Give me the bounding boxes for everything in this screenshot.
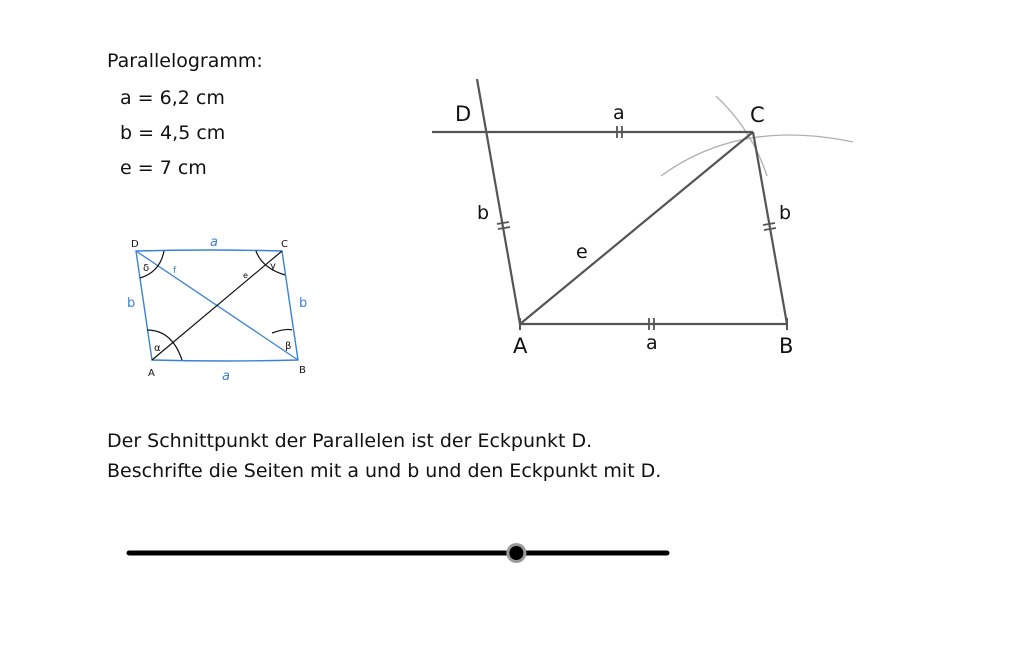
side-label-a-top: a	[613, 102, 625, 124]
construction-figure	[432, 79, 853, 358]
given-side-a: a = 6,2 cm	[120, 87, 225, 109]
sketch-vertex-c: C	[281, 239, 288, 250]
side-label-b-right: b	[779, 202, 792, 224]
step-slider[interactable]	[129, 543, 667, 563]
sketch-vertex-d: D	[131, 239, 139, 250]
sketch-angle-beta-arc	[272, 329, 292, 333]
side-bc	[753, 132, 787, 324]
sketch-diagonal-e	[152, 251, 282, 360]
mark-b-left-2	[498, 227, 510, 229]
instruction-line-1: Der Schnittpunkt der Parallelen ist der Eckpunkt D.	[107, 430, 593, 452]
slider-handle[interactable]	[509, 546, 523, 560]
sketch-angle-beta: β	[285, 341, 292, 352]
sketch-angle-alpha-arc	[147, 330, 182, 360]
sketch-side-a-bottom: a	[222, 369, 230, 384]
vertex-label-c: C	[750, 103, 765, 127]
sketch-vertex-b: B	[299, 365, 306, 376]
given-diagonal-e: e = 7 cm	[120, 157, 207, 179]
sketch-side-a-top: a	[210, 235, 218, 250]
sketch-diag-e-label: e	[243, 271, 248, 280]
sketch-vertex-a: A	[148, 368, 155, 379]
sketch-side-b-left: b	[127, 296, 136, 311]
page-title: Parallelogramm:	[107, 50, 263, 72]
vertex-label-d: D	[455, 102, 472, 126]
mark-b-left-1	[497, 222, 509, 224]
sketch-side-b-right: b	[299, 296, 308, 311]
sketch-angle-alpha: α	[154, 343, 161, 354]
side-label-a-bottom: a	[646, 332, 658, 354]
instruction-line-2: Beschrifte die Seiten mit a und b und den Eckpunkt mit D.	[107, 460, 662, 482]
mark-b-right-2	[764, 228, 776, 230]
sketch-angle-delta: δ	[143, 263, 150, 274]
mark-b-right-1	[763, 223, 775, 225]
vertex-label-b: B	[779, 334, 794, 358]
diagonal-label-e: e	[576, 241, 588, 263]
sketch-angle-gamma: γ	[270, 261, 276, 272]
sketch-parallelogram	[127, 235, 307, 384]
vertex-label-a: A	[513, 334, 528, 358]
side-label-b-left: b	[477, 202, 490, 224]
sketch-diag-f-label: f	[173, 266, 177, 276]
diagonal-ac	[520, 132, 753, 324]
given-side-b: b = 4,5 cm	[120, 122, 226, 144]
